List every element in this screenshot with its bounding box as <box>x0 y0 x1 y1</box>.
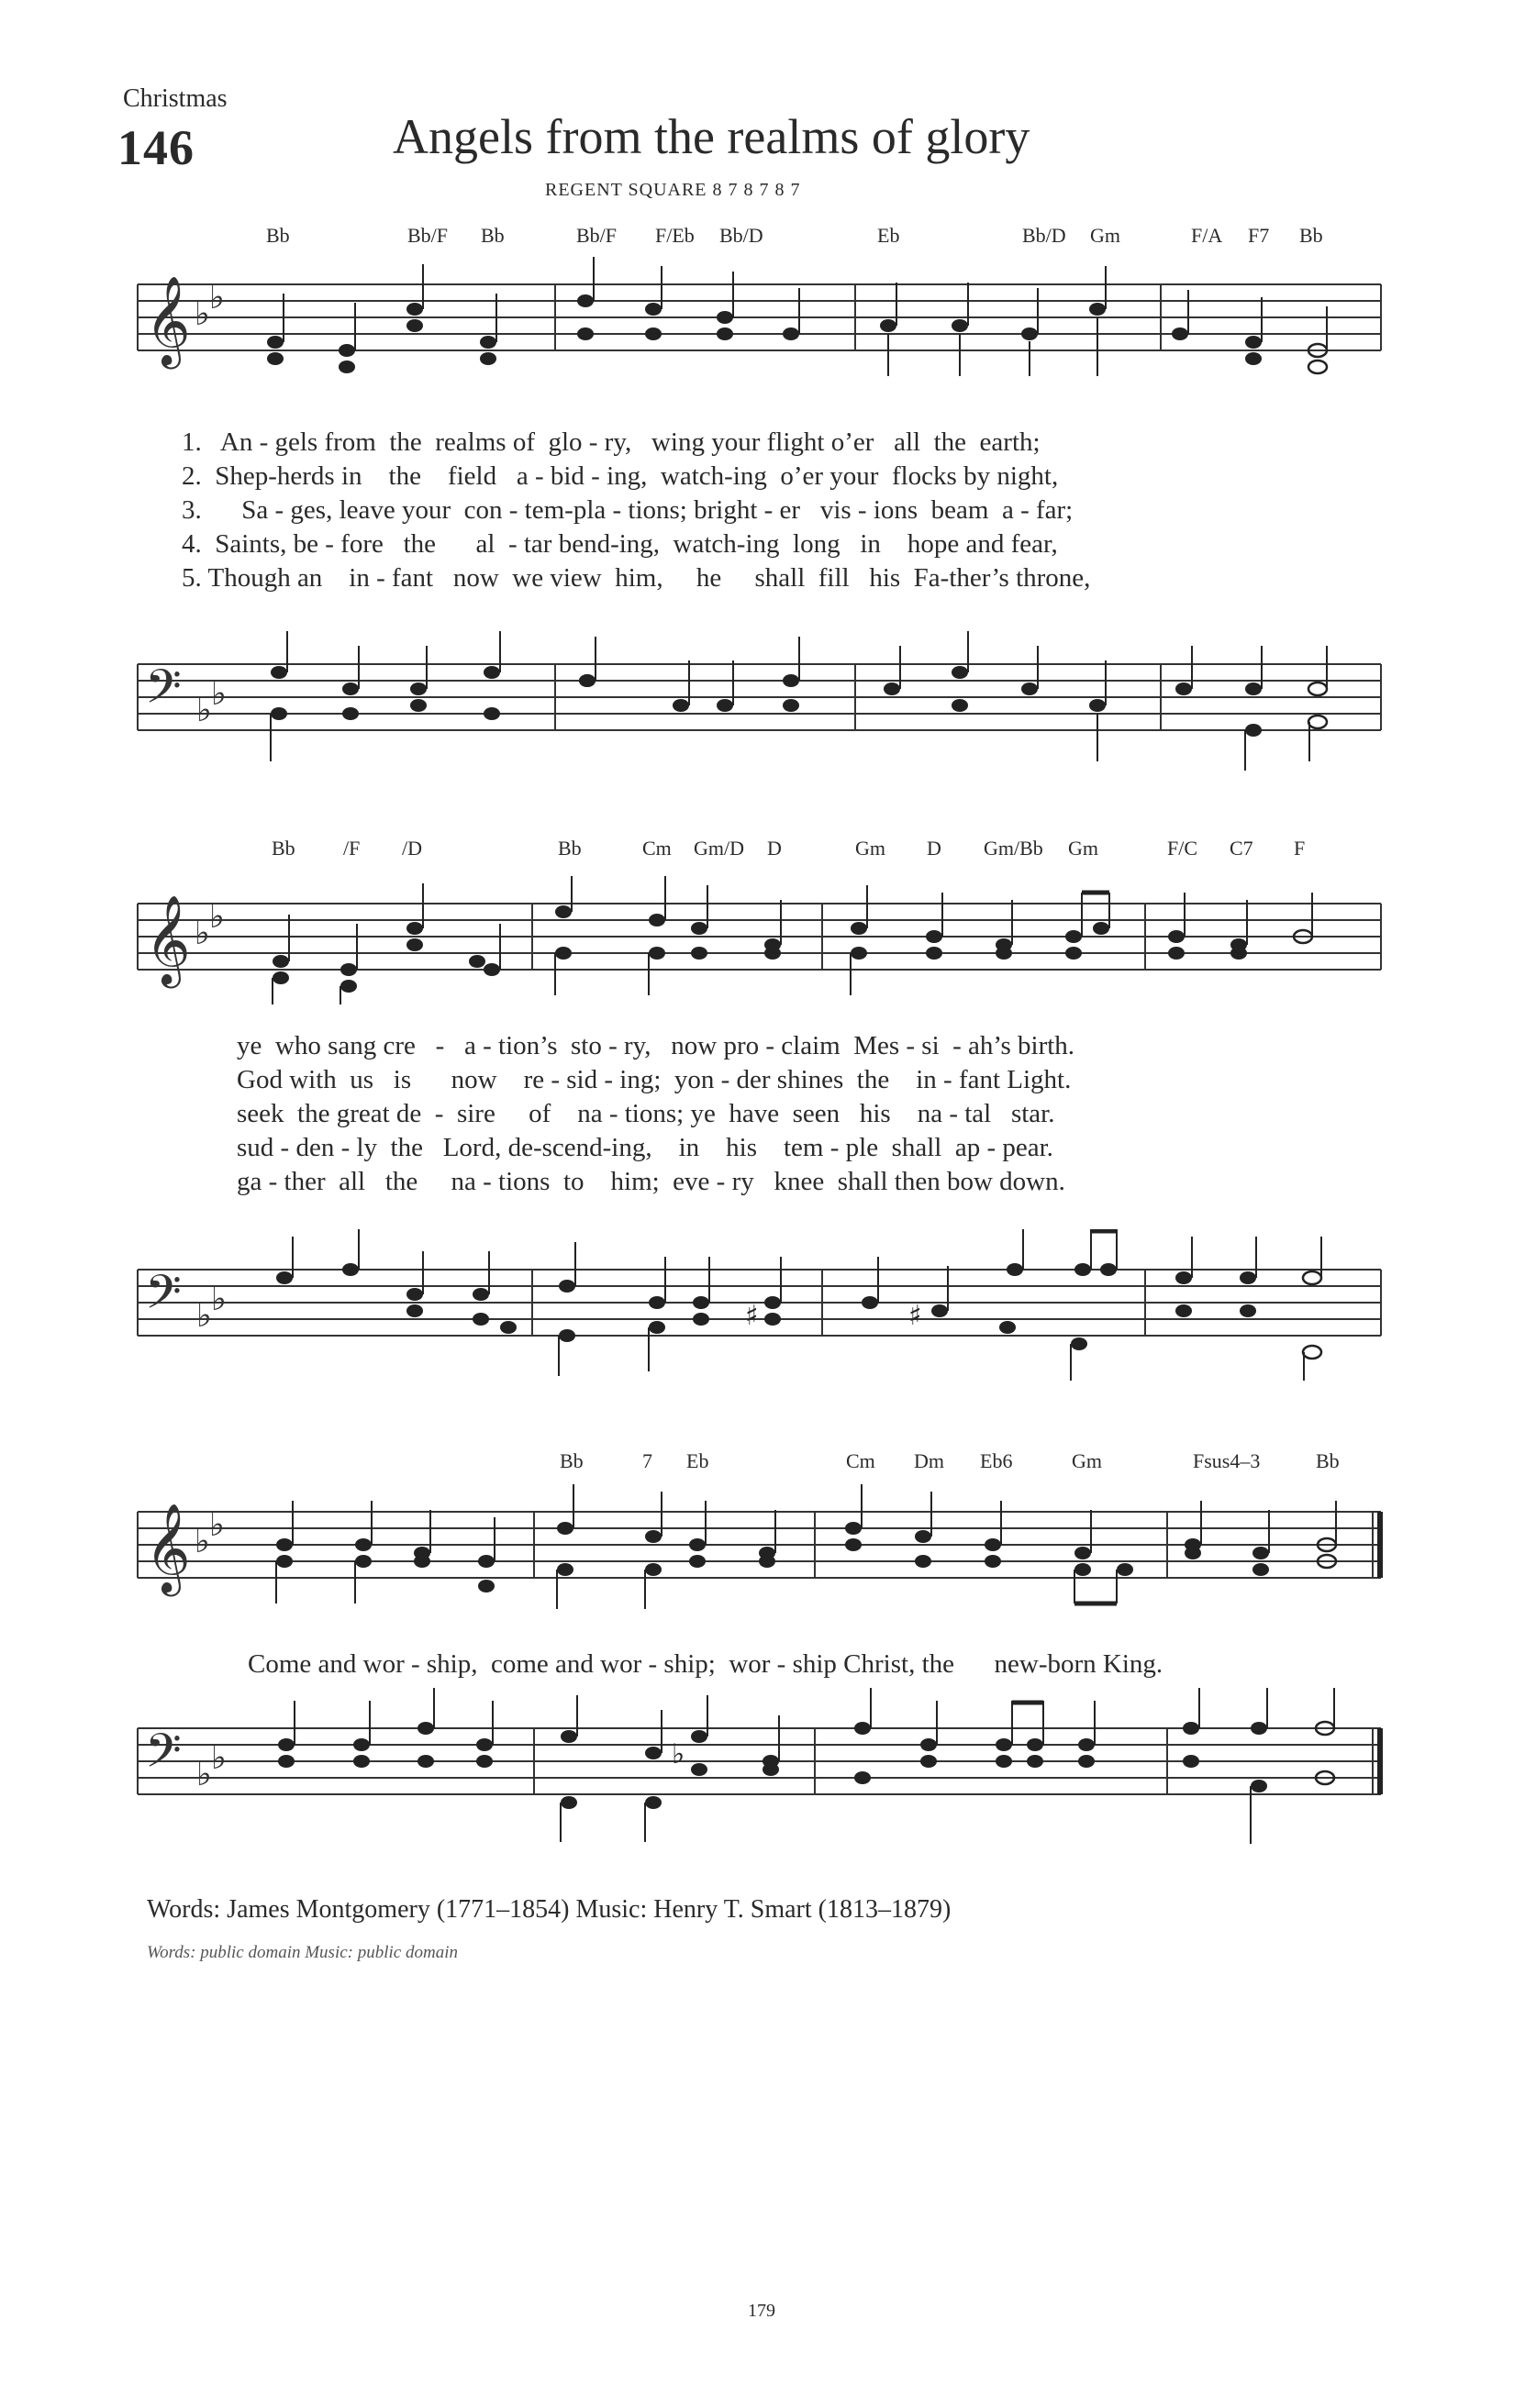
chord-row-3 <box>0 1449 1514 1477</box>
chord-symbol: D <box>767 837 782 860</box>
hymn-title: Angels from the realms of glory <box>393 109 1030 164</box>
chord-symbol: Gm <box>1072 1449 1102 1472</box>
treble-clef-icon: 𝄞 <box>145 1503 191 1592</box>
verse-line: Come and wor - ship, come and wor - ship; wor - ship Christ, the new-born King. <box>248 1649 1163 1679</box>
note-heads <box>276 1522 1269 1592</box>
note-heads <box>271 666 1262 737</box>
chord-row-1 <box>0 224 1514 251</box>
treble-staff-3 <box>0 1484 1514 1613</box>
section-label: Christmas <box>123 84 228 113</box>
flat-icon: ♭ <box>195 915 210 952</box>
bass-clef-icon: 𝄢 <box>145 1264 182 1331</box>
flat-icon: ♭ <box>672 1738 685 1770</box>
chord-symbol: Fsus4–3 <box>1193 1449 1261 1472</box>
flat-icon: ♭ <box>211 1739 227 1777</box>
chord-symbol: C7 <box>1230 837 1253 860</box>
chord-symbol: Bb <box>1299 224 1323 247</box>
chord-symbol: Gm <box>1090 224 1120 247</box>
chord-symbol: Eb <box>686 1449 709 1472</box>
sharp-icon: ♯ <box>745 1300 759 1332</box>
chord-symbol: Bb <box>266 224 290 247</box>
verse-line: sud - den - ly the Lord, de-scend-ing, in his tem - ple shall ap - pear. <box>237 1133 1053 1162</box>
page-number: 179 <box>748 2301 775 2321</box>
flat-icon: ♭ <box>209 898 225 936</box>
treble-staff-1 <box>0 257 1514 385</box>
verse-line: 1. An - gels from the realms of glo - ry, wing your flight o’er all the earth; <box>182 427 1041 457</box>
chord-symbol: D <box>927 837 941 860</box>
chord-symbol: Gm/D <box>694 837 744 860</box>
treble-clef-icon: 𝄞 <box>145 275 191 365</box>
chord-symbol: F/Eb <box>655 224 695 247</box>
bass-staff-1 <box>0 624 1514 780</box>
sharp-icon: ♯ <box>908 1300 922 1332</box>
flat-icon: ♭ <box>196 1756 212 1793</box>
chord-symbol: Eb <box>877 224 900 247</box>
verse-line: 3. Sa - ges, leave your con - tem-pla - tions; bright - er vis - ions beam a - far; <box>182 495 1074 525</box>
chord-symbol: F <box>1294 837 1306 860</box>
chord-symbol: 7 <box>642 1449 652 1472</box>
verse-line: 5. Though an in - fant now we view him, he shall fill his Fa-ther’s throne, <box>182 563 1091 593</box>
verse-line: seek the great de - sire of na - tions; ye have seen his na - tal star. <box>237 1099 1055 1128</box>
bass-staff-3 <box>0 1688 1514 1862</box>
chord-symbol: Bb/D <box>1022 224 1066 247</box>
chord-symbol: Cm <box>642 837 672 860</box>
refrain-lyrics <box>248 1648 1163 1681</box>
flat-icon: ♭ <box>209 279 225 316</box>
chord-symbol: Bb/D <box>719 224 763 247</box>
chord-symbol: F/C <box>1167 837 1198 860</box>
flat-icon: ♭ <box>195 1523 210 1560</box>
flat-icon: ♭ <box>196 1297 212 1335</box>
flat-icon: ♭ <box>209 1506 225 1544</box>
bass-clef-icon: 𝄢 <box>145 659 182 726</box>
bass-staff-2 <box>0 1229 1514 1385</box>
verse-line: God with us is now re - sid - ing; yon - der shines the in - fant Light. <box>237 1065 1072 1094</box>
flat-icon: ♭ <box>195 295 210 333</box>
chord-symbol: Bb <box>272 837 295 860</box>
chord-symbol: F7 <box>1248 224 1270 247</box>
flat-icon: ♭ <box>211 1281 227 1318</box>
copyright-note: Words: public domain Music: public domain <box>147 1943 458 1962</box>
chord-symbol: /D <box>402 837 422 860</box>
verse-line: 2. Shep-herds in the field a - bid - ing, watch-ing o’er your flocks by night, <box>182 461 1059 491</box>
flat-icon: ♭ <box>196 692 212 729</box>
chord-symbol: Bb <box>560 1449 584 1472</box>
chord-symbol: Bb <box>558 837 582 860</box>
bass-clef-icon: 𝄢 <box>145 1723 182 1790</box>
chord-symbol: F/A <box>1191 224 1223 247</box>
verse-line: 4. Saints, be - fore the al - tar bend-ing, watch-ing long in hope and fear, <box>182 529 1058 559</box>
chord-symbol: Gm <box>1068 837 1098 860</box>
chord-symbol: Bb <box>1316 1449 1340 1472</box>
chord-symbol: Gm/Bb <box>984 837 1043 860</box>
tune-name: REGENT SQUARE 8 7 8 7 8 7 <box>545 180 801 200</box>
chord-symbol: Gm <box>855 837 885 860</box>
note-heads <box>273 905 1247 993</box>
chord-symbol: Bb <box>481 224 505 247</box>
hymn-number: 146 <box>117 120 195 175</box>
chord-symbol: Eb6 <box>980 1449 1013 1472</box>
verse-line: ye who sang cre - a - tion’s sto - ry, now pro - claim Mes - si - ah’s birth. <box>237 1031 1075 1060</box>
verse-lyrics-2 <box>237 1029 1074 1199</box>
flat-icon: ♭ <box>211 675 227 713</box>
chord-symbol: Bb/F <box>576 224 618 247</box>
verse-line: ga - ther all the na - tions to him; eve - ry knee shall then bow down. <box>237 1167 1065 1196</box>
verse-lyrics-1 <box>182 426 1090 595</box>
hymn-credits: Words: James Montgomery (1771–1854) Music: Henry T. Smart (1813–1879) <box>147 1895 952 1924</box>
chord-symbol: /F <box>343 837 361 860</box>
chord-symbol: Dm <box>914 1449 944 1472</box>
treble-staff-2 <box>0 876 1514 1004</box>
treble-clef-icon: 𝄞 <box>145 894 191 984</box>
chord-row-2 <box>0 837 1514 864</box>
chord-symbol: Cm <box>846 1449 875 1472</box>
note-heads <box>278 1722 1267 1809</box>
chord-symbol: Bb/F <box>407 224 449 247</box>
